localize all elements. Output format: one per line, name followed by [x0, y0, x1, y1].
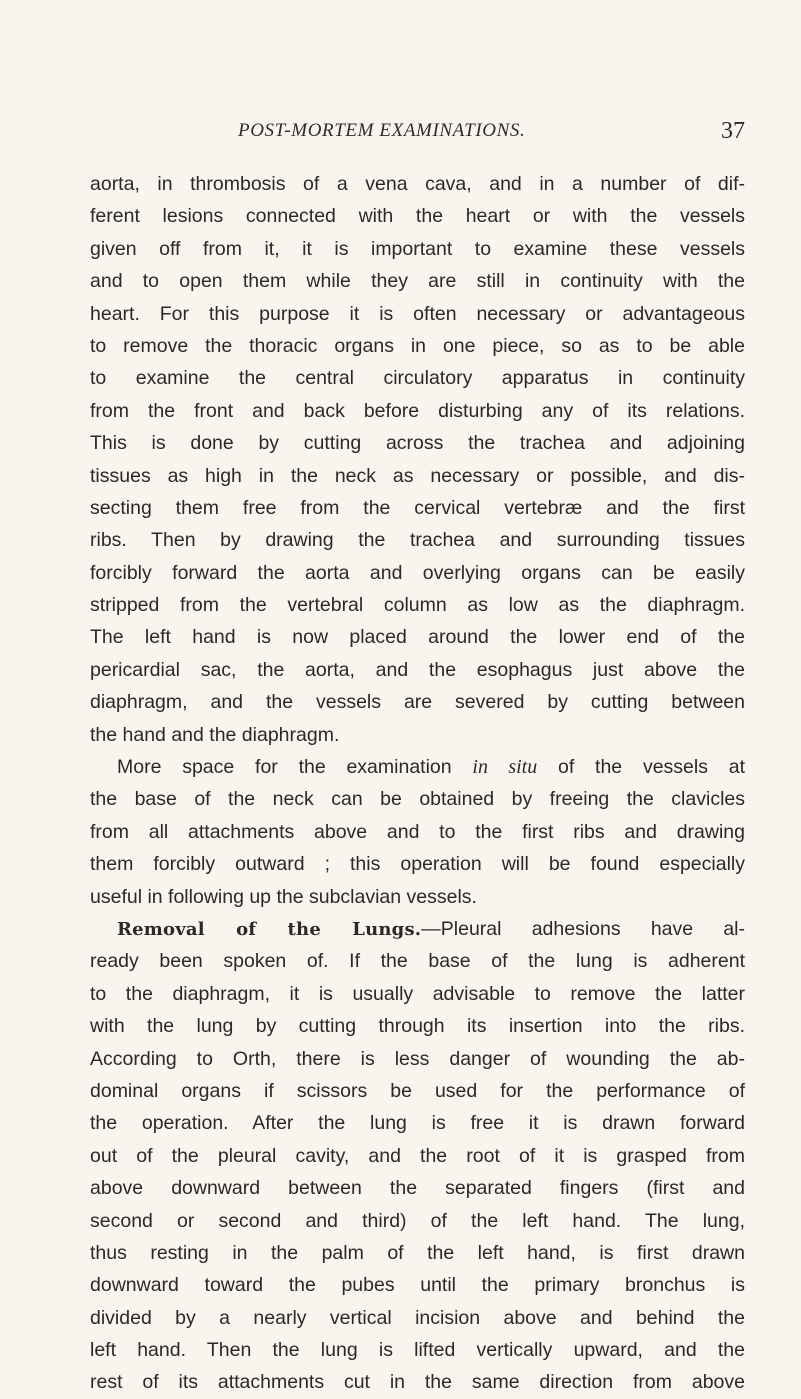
text-line: forcibly forward the aorta and overlying organs can be easily [90, 561, 745, 584]
text-line: left hand. Then the lung is lifted vertically upward, and the [90, 1339, 745, 1362]
text-run: of the vessels at [537, 756, 746, 779]
text-line: dominal organs if scissors be used for the performance of [90, 1079, 745, 1102]
running-head [90, 120, 745, 150]
body-text [90, 168, 745, 1399]
text-line: downward toward the pubes until the primary bronchus is [90, 1274, 745, 1297]
text-line: thus resting in the palm of the left hand, is first drawn [90, 1241, 745, 1264]
text-line: The left hand is now placed around the lower end of the [90, 626, 745, 649]
text-line: stripped from the vertebral column as low as the diaphragm. [90, 594, 745, 617]
text-line: diaphragm, and the vessels are severed by cutting between [90, 691, 745, 714]
text-line: to the diaphragm, it is usually advisable to remove the latter [90, 982, 745, 1005]
text-line: tissues as high in the neck as necessary or possible, and dis- [90, 464, 745, 487]
text-line: out of the pleural cavity, and the root of it is grasped from [90, 1144, 745, 1167]
text-line [90, 913, 745, 945]
text-line: ferent lesions connected with the heart or with the vessels [90, 205, 745, 228]
text-line: ribs. Then by drawing the trachea and surrounding tissues [90, 529, 745, 552]
text-line: the base of the neck can be obtained by freeing the clavicles [90, 788, 745, 811]
text-line: them forcibly outward ; this operation will be found especially [90, 853, 745, 876]
text-line: to remove the thoracic organs in one piece, so as to be able [90, 334, 745, 357]
text-line: given off from it, it is important to examine these vessels [90, 237, 745, 260]
text-line: from all attachments above and to the first ribs and drawing [90, 820, 745, 843]
text-line: and to open them while they are still in continuity with the [90, 270, 745, 293]
section-heading: Removal of the Lungs. [117, 918, 422, 940]
text-line: to examine the central circulatory apparatus in continuity [90, 367, 745, 390]
text-line: aorta, in thrombosis of a vena cava, and in a number of dif- [90, 173, 745, 195]
text-run: More space for the examination [117, 756, 473, 779]
page-number: 37 [721, 118, 745, 144]
text-run: —Pleural adhesions have al- [421, 917, 745, 940]
text-line: rest of its attachments cut in the same direction from above [90, 1371, 745, 1394]
italic-term: in situ [472, 756, 538, 779]
text-line: useful in following up the subclavian vessels. [90, 885, 477, 908]
text-line: the operation. After the lung is free it is drawn forward [90, 1112, 745, 1135]
running-title: POST-MORTEM EXAMINATIONS. [238, 120, 526, 141]
text-line: above downward between the separated fingers (first and [90, 1177, 745, 1200]
text-line: pericardial sac, the aorta, and the esophagus just above the [90, 658, 745, 681]
text-line: This is done by cutting across the trachea and adjoining [90, 432, 745, 455]
text-line: second or second and third) of the left hand. The lung, [90, 1209, 745, 1232]
text-line: from the front and back before disturbing any of its relations. [90, 399, 745, 422]
text-line: divided by a nearly vertical incision above and behind the [90, 1306, 745, 1329]
text-line: with the lung by cutting through its insertion into the ribs. [90, 1015, 745, 1038]
text-line [90, 751, 745, 783]
text-line: the hand and the diaphragm. [90, 723, 340, 746]
text-line: According to Orth, there is less danger of wounding the ab- [90, 1047, 745, 1070]
text-line: ready been spoken of. If the base of the lung is adherent [90, 950, 745, 973]
text-line: heart. For this purpose it is often necessary or advantageous [90, 302, 745, 325]
text-line: secting them free from the cervical vertebræ and the first [90, 496, 745, 519]
